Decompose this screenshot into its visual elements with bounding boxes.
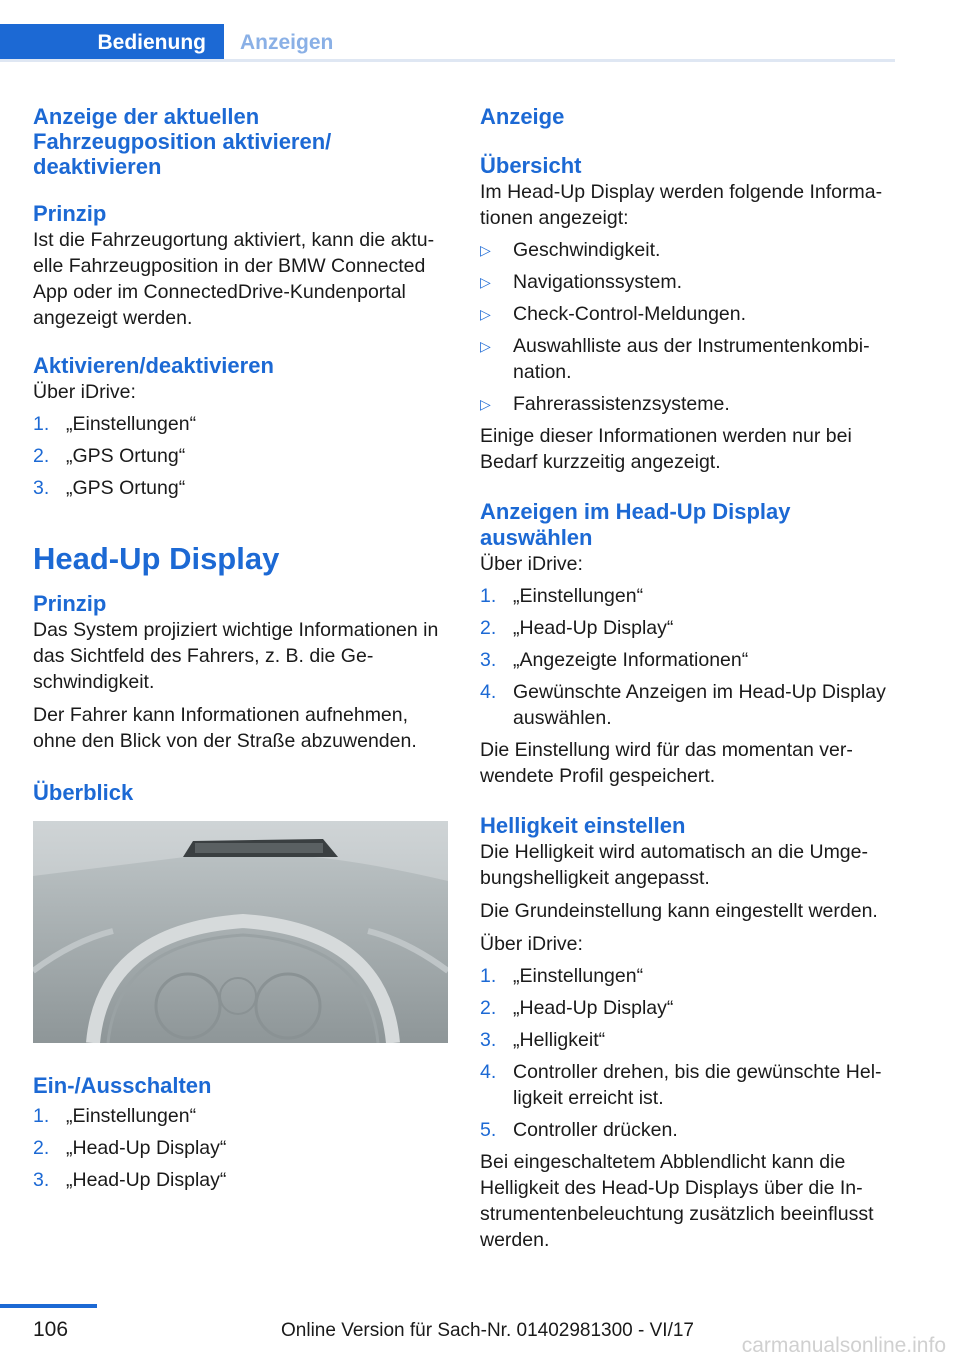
- step-number: 1.: [33, 413, 50, 435]
- step-number: 4.: [480, 681, 497, 703]
- list-item: [33, 411, 448, 437]
- list-item: [33, 1135, 448, 1161]
- list-item: [480, 995, 895, 1021]
- list-item: [480, 1117, 895, 1143]
- page-number: 106: [33, 1318, 69, 1341]
- step-text: „Einstellungen“: [513, 585, 644, 607]
- subheading-overview: Überblick: [33, 780, 134, 805]
- list-item: [33, 1103, 448, 1129]
- paragraph-bullets-note: Einige dieser Informationen werden nur bei Bedarf kurzzeitig angezeigt.: [480, 425, 852, 473]
- triangle-bullet-icon: ▷: [480, 274, 491, 290]
- paragraph-brightness-1: Die Helligkeit wird automatisch an die Umgebungshelligkeit angepasst.: [480, 841, 868, 889]
- step-number: 1.: [480, 965, 497, 987]
- right-column: [480, 100, 895, 1253]
- list-item: [480, 1027, 895, 1053]
- bullet-text: Navigationssystem.: [513, 271, 683, 293]
- step-number: 2.: [33, 445, 50, 467]
- step-text: „Head-Up Display“: [66, 1137, 227, 1159]
- bullet-text: Fahrerassistenzsysteme.: [513, 393, 730, 415]
- step-number: 3.: [33, 1169, 50, 1191]
- footer-rule: [0, 1304, 97, 1308]
- header-tabbar: [0, 24, 895, 62]
- triangle-bullet-icon: ▷: [480, 242, 491, 258]
- paragraph-select-note: Die Einstellung wird für das momentan verwendete Profil gespeichert.: [480, 739, 853, 787]
- footer-online-version: Online Version für Sach-Nr. 01402981300 - VI/17: [281, 1320, 694, 1341]
- bullet-text: Geschwindigkeit.: [513, 239, 661, 261]
- hud-dashboard-figure: [33, 821, 448, 1043]
- paragraph-prinzip: Ist die Fahrzeugortung aktiviert, kann die aktuelle Fahrzeugposition in der BMW Connected App oder im ConnectedDrive-Kundenportal angezeigt werden.: [33, 229, 435, 329]
- paragraph-hud-1: Das System projiziert wichtige Informationen in das Sichtfeld des Fahrers, z. B. die Geschwindigkeit.: [33, 619, 439, 693]
- list-item: [480, 269, 895, 295]
- list-item: [480, 647, 895, 673]
- step-text: Gewünschte Anzeigen im Head-Up Display auswählen.: [513, 681, 886, 729]
- subheading-select: Anzeigen im Head-Up Display auswählen: [480, 499, 791, 550]
- steps-select: [480, 583, 895, 731]
- step-text: „GPS Ortung“: [66, 477, 186, 499]
- bullet-text: Auswahlliste aus der Instrumentenkombination.: [513, 335, 870, 383]
- bullet-text: Check-Control-Meldungen.: [513, 303, 747, 325]
- steps-onoff: [33, 1103, 448, 1193]
- step-number: 3.: [33, 477, 50, 499]
- left-column: [33, 100, 448, 1193]
- list-item: [480, 583, 895, 609]
- step-text: „GPS Ortung“: [66, 445, 186, 467]
- list-item: [480, 1059, 895, 1111]
- chapter-title-hud: Head-Up Display: [33, 541, 280, 576]
- idrive-label: Über iDrive:: [33, 381, 136, 403]
- step-number: 1.: [480, 585, 497, 607]
- dashboard-illustration: [33, 821, 448, 1043]
- list-item: [480, 615, 895, 641]
- section-title-position: Anzeige der aktuellen Fahrzeugposition aktivieren/ deaktivieren: [33, 104, 332, 179]
- list-item: [33, 475, 448, 501]
- step-number: 1.: [33, 1105, 50, 1127]
- step-text: Controller drücken.: [513, 1119, 678, 1141]
- list-item: [480, 963, 895, 989]
- section-title-anzeige: Anzeige: [480, 104, 565, 129]
- step-text: „Helligkeit“: [513, 1029, 606, 1051]
- step-number: 2.: [33, 1137, 50, 1159]
- step-number: 4.: [480, 1061, 497, 1083]
- step-text: „Head-Up Display“: [513, 617, 674, 639]
- step-number: 2.: [480, 617, 497, 639]
- subheading-onoff: Ein-/Ausschalten: [33, 1073, 212, 1098]
- subheading-uebersicht: Übersicht: [480, 153, 582, 178]
- step-number: 3.: [480, 1029, 497, 1051]
- steps-position: [33, 411, 448, 501]
- header-rule: [0, 59, 895, 62]
- list-item: [480, 333, 895, 385]
- list-item: [33, 1167, 448, 1193]
- step-text: „Einstellungen“: [66, 1105, 197, 1127]
- triangle-bullet-icon: ▷: [480, 338, 491, 354]
- idrive-label: Über iDrive:: [480, 933, 583, 955]
- step-number: 5.: [480, 1119, 497, 1141]
- paragraph-brightness-2: Die Grundeinstellung kann eingestellt werden.: [480, 900, 878, 922]
- subheading-brightness: Helligkeit einstellen: [480, 813, 686, 838]
- list-item: [480, 679, 895, 731]
- tab-bedienung[interactable]: Bedienung: [0, 24, 224, 62]
- paragraph-uebersicht: Im Head-Up Display werden folgende Informationen angezeigt:: [480, 181, 883, 229]
- paragraph-hud-2: Der Fahrer kann Informationen aufnehmen, ohne den Blick von der Straße abzuwenden.: [33, 704, 417, 752]
- watermark: carmanualsonline.info: [741, 1334, 946, 1357]
- step-number: 2.: [480, 997, 497, 1019]
- idrive-label: Über iDrive:: [480, 553, 583, 575]
- step-text: Controller drehen, bis die gewünschte Helligkeit erreicht ist.: [513, 1061, 882, 1109]
- step-text: „Einstellungen“: [66, 413, 197, 435]
- step-text: „Head-Up Display“: [513, 997, 674, 1019]
- step-text: „Head-Up Display“: [66, 1169, 227, 1191]
- subheading-hud-prinzip: Prinzip: [33, 591, 107, 616]
- steps-brightness: [480, 963, 895, 1143]
- paragraph-brightness-note: Bei eingeschaltetem Abblendlicht kann die Helligkeit des Head-Up Displays über die Instrumentenbeleuchtung zusätzlich beeinflusst werden.: [480, 1151, 874, 1251]
- tab-anzeigen[interactable]: Anzeigen: [240, 31, 334, 54]
- subheading-activate: Aktivieren/deaktivieren: [33, 353, 274, 378]
- step-number: 3.: [480, 649, 497, 671]
- list-item: [33, 443, 448, 469]
- list-item: [480, 237, 895, 263]
- bullet-list-info: [480, 237, 895, 417]
- triangle-bullet-icon: ▷: [480, 306, 491, 322]
- list-item: [480, 391, 895, 417]
- step-text: „Einstellungen“: [513, 965, 644, 987]
- step-text: „Angezeigte Informationen“: [513, 649, 749, 671]
- triangle-bullet-icon: ▷: [480, 396, 491, 412]
- subheading-prinzip: Prinzip: [33, 201, 107, 226]
- list-item: [480, 301, 895, 327]
